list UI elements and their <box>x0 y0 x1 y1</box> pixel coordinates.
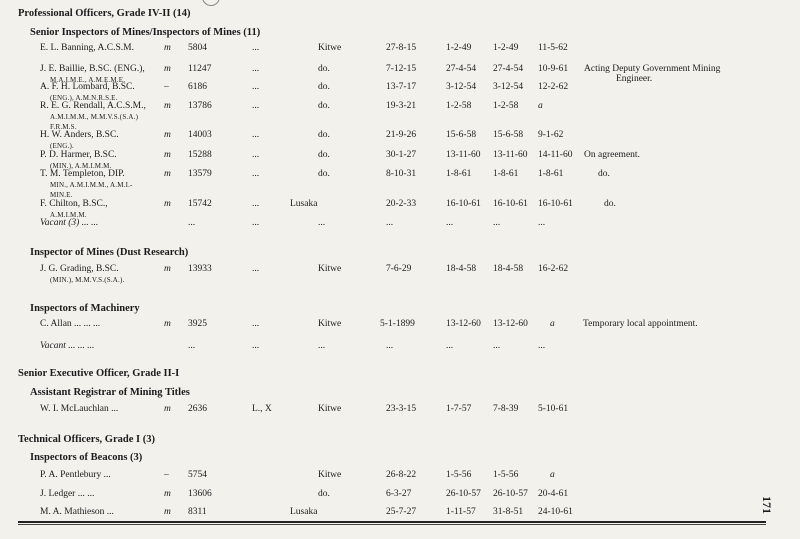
officer-sex: m <box>164 130 171 140</box>
officer-degrees: (ENG.), A.M.N.R.S.E. <box>50 94 118 102</box>
heading-assistant-registrar: Assistant Registrar of Mining Titles <box>30 387 190 398</box>
date-increment: a <box>550 470 555 480</box>
officer-station: do. <box>318 169 330 179</box>
officer-name: P. D. Harmer, B.SC. <box>40 150 117 160</box>
officer-name: M. A. Mathieson ... <box>40 507 114 517</box>
table-row <box>0 404 800 418</box>
date-appointment: 1-7-57 <box>446 404 472 414</box>
punch-hole-mark <box>202 0 220 6</box>
officer-sex: m <box>164 404 171 414</box>
officer-name: R. E. G. Rendall, A.C.S.M., <box>40 101 146 111</box>
date-of-birth: 27-8-15 <box>386 43 417 53</box>
officer-name: J. G. Grading, B.SC. <box>40 264 119 274</box>
date-increment: 16-2-62 <box>538 264 569 274</box>
date-increment: 1-8-61 <box>538 169 564 179</box>
officer-sex: m <box>164 264 171 274</box>
date-increment: 24-10-61 <box>538 507 573 517</box>
date-grade: 3-12-54 <box>493 82 524 92</box>
officer-sex: m <box>164 319 171 329</box>
officer-number: 5754 <box>188 470 207 480</box>
officer-degrees-continued: MIN.E. <box>50 191 73 199</box>
table-row <box>0 150 800 170</box>
remarks: On agreement. <box>584 150 640 160</box>
officer-station: Kitwe <box>318 470 342 480</box>
officer-number: 8311 <box>188 507 207 517</box>
officer-sex: – <box>164 470 169 480</box>
remarks-continued: Engineer. <box>616 74 653 84</box>
table-row <box>0 199 800 219</box>
table-row <box>0 264 800 284</box>
date-grade: 27-4-54 <box>493 64 524 74</box>
date-grade: 13-12-60 <box>493 319 528 329</box>
date-appointment: 13-12-60 <box>446 319 481 329</box>
officer-name: C. Allan ... ... ... <box>40 319 101 329</box>
officer-number: 11247 <box>188 64 212 74</box>
remarks: do. <box>604 199 616 209</box>
date-appointment: ... <box>446 341 454 351</box>
remarks: Temporary local appointment. <box>583 319 698 329</box>
date-grade: 16-10-61 <box>493 199 528 209</box>
officer-qualifications: ... <box>252 218 260 228</box>
date-increment: 10-9-61 <box>538 64 569 74</box>
officer-sex: m <box>164 64 171 74</box>
page-number: 171 <box>760 496 774 514</box>
table-row <box>0 169 800 199</box>
officer-station: ... <box>318 218 326 228</box>
officer-degrees: (MIN.), A.M.I.M.M. <box>50 162 112 170</box>
officer-sex: m <box>164 507 171 517</box>
officer-number: 13786 <box>188 101 212 111</box>
officer-qualifications: ... <box>252 150 260 160</box>
officer-degrees-continued: F.R.M.S. <box>50 123 77 131</box>
date-increment: 9-1-62 <box>538 130 564 140</box>
heading-inspectors-beacons: Inspectors of Beacons (3) <box>30 452 143 463</box>
officer-sex: – <box>164 82 169 92</box>
officer-number: 15742 <box>188 199 212 209</box>
date-grade: ... <box>493 341 501 351</box>
table-row <box>0 43 800 57</box>
footer-rule <box>18 521 766 523</box>
date-grade: 1-2-49 <box>493 43 519 53</box>
officer-station: Lusaka <box>290 199 318 209</box>
officer-name: H. W. Anders, B.SC. <box>40 130 119 140</box>
date-appointment: 1-2-58 <box>446 101 472 111</box>
officer-name: E. L. Banning, A.C.S.M. <box>40 43 134 53</box>
date-appointment: 3-12-54 <box>446 82 477 92</box>
date-of-birth: 6-3-27 <box>386 489 412 499</box>
date-of-birth: 5-1-1899 <box>380 319 415 329</box>
officer-number: 14003 <box>188 130 212 140</box>
table-row <box>0 82 800 102</box>
officer-qualifications: ... <box>252 82 260 92</box>
table-row <box>0 218 800 232</box>
officer-number: 6186 <box>188 82 207 92</box>
date-appointment: 27-4-54 <box>446 64 477 74</box>
date-of-birth: 23-3-15 <box>386 404 417 414</box>
officer-name: J. Ledger ... ... <box>40 489 95 499</box>
officer-station: ... <box>318 341 326 351</box>
date-of-birth: 20-2-33 <box>386 199 417 209</box>
officer-name: J. E. Baillie, B.SC. (ENG.), <box>40 64 145 74</box>
footer-rule-thin <box>18 524 766 525</box>
officer-name: W. I. McLauchlan ... <box>40 404 119 414</box>
date-of-birth: 25-7-27 <box>386 507 417 517</box>
date-of-birth: 7-6-29 <box>386 264 412 274</box>
officer-station: Kitwe <box>318 319 342 329</box>
date-increment: 11-5-62 <box>538 43 568 53</box>
officer-sex: m <box>164 150 171 160</box>
officer-degrees: A.M.I.M.M., M.M.V.S.(S.A.) <box>50 113 139 121</box>
officer-sex: m <box>164 169 171 179</box>
officer-number: 5804 <box>188 43 207 53</box>
officer-number: 15288 <box>188 150 212 160</box>
officer-number: ... <box>188 218 196 228</box>
officer-sex: m <box>164 199 171 209</box>
heading-professional-officers: Professional Officers, Grade IV-II (14) <box>18 8 191 19</box>
heading-inspectors-machinery: Inspectors of Machinery <box>30 303 140 314</box>
date-grade: 26-10-57 <box>493 489 528 499</box>
officer-qualifications: ... <box>252 199 260 209</box>
officer-station: do. <box>318 130 330 140</box>
date-appointment: 1-2-49 <box>446 43 472 53</box>
table-row <box>0 319 800 333</box>
date-appointment: 15-6-58 <box>446 130 477 140</box>
officer-station: do. <box>318 101 330 111</box>
date-grade: 1-2-58 <box>493 101 519 111</box>
officer-name: F. Chilton, B.SC., <box>40 199 108 209</box>
table-row <box>0 130 800 150</box>
officer-qualifications: ... <box>252 319 260 329</box>
officer-station: Kitwe <box>318 404 342 414</box>
date-increment: ... <box>538 218 546 228</box>
officer-station: do. <box>318 64 330 74</box>
table-row <box>0 101 800 131</box>
officer-qualifications: ... <box>252 64 260 74</box>
officer-number: 2636 <box>188 404 207 414</box>
date-increment: 16-10-61 <box>538 199 573 209</box>
officer-qualifications: ... <box>252 169 260 179</box>
table-row <box>0 507 800 521</box>
date-appointment: 1-8-61 <box>446 169 472 179</box>
date-appointment: 18-4-58 <box>446 264 477 274</box>
date-increment: 20-4-61 <box>538 489 569 499</box>
heading-senior-inspectors: Senior Inspectors of Mines/Inspectors of Mines (11) <box>30 27 261 38</box>
date-appointment: 13-11-60 <box>446 150 481 160</box>
date-grade: 1-5-56 <box>493 470 519 480</box>
officer-name: Vacant (3) ... ... <box>40 218 99 228</box>
date-grade: 31-8-51 <box>493 507 524 517</box>
remarks: Acting Deputy Government Mining <box>584 64 721 74</box>
date-appointment: 26-10-57 <box>446 489 481 499</box>
officer-number: 13606 <box>188 489 212 499</box>
date-of-birth: 21-9-26 <box>386 130 417 140</box>
officer-qualifications: ... <box>252 101 260 111</box>
date-grade: 13-11-60 <box>493 150 528 160</box>
date-appointment: 1-11-57 <box>446 507 476 517</box>
date-of-birth: 8-10-31 <box>386 169 417 179</box>
heading-technical-officers: Technical Officers, Grade I (3) <box>18 434 155 445</box>
date-of-birth: 30-1-27 <box>386 150 417 160</box>
officer-number: 13933 <box>188 264 212 274</box>
table-row <box>0 489 800 503</box>
date-increment: a <box>550 319 555 329</box>
officer-station: Lusaka <box>290 507 318 517</box>
date-of-birth: 19-3-21 <box>386 101 417 111</box>
date-appointment: 16-10-61 <box>446 199 481 209</box>
officer-station: do. <box>318 489 330 499</box>
date-grade: 1-8-61 <box>493 169 519 179</box>
officer-sex: m <box>164 43 171 53</box>
date-increment: ... <box>538 341 546 351</box>
officer-qualifications: ... <box>252 341 260 351</box>
officer-number: 3925 <box>188 319 207 329</box>
date-grade: 15-6-58 <box>493 130 524 140</box>
date-increment: 14-11-60 <box>538 150 573 160</box>
table-row <box>0 341 800 355</box>
officer-degrees: A.M.I.M.M. <box>50 211 87 219</box>
date-increment: 12-2-62 <box>538 82 569 92</box>
officer-station: Kitwe <box>318 43 342 53</box>
officer-qualifications: ... <box>252 264 260 274</box>
date-of-birth: ... <box>386 218 394 228</box>
officer-qualifications: ... <box>252 130 260 140</box>
officer-station: do. <box>318 82 330 92</box>
heading-dust-research: Inspector of Mines (Dust Research) <box>30 247 189 258</box>
officer-number: 13579 <box>188 169 212 179</box>
officer-degrees: MIN., A.M.I.M.M., A.M.I.- <box>50 181 133 189</box>
officer-name: A. F. H. Lombard, B.SC. <box>40 82 135 92</box>
date-appointment: 1-5-56 <box>446 470 472 480</box>
date-of-birth: 26-8-22 <box>386 470 417 480</box>
officer-sex: m <box>164 101 171 111</box>
heading-senior-executive: Senior Executive Officer, Grade II-I <box>18 368 180 379</box>
officer-station: do. <box>318 150 330 160</box>
officer-sex: m <box>164 489 171 499</box>
officer-degrees: M.A.I.M.E., A.M.E.M.E. <box>50 76 126 84</box>
date-of-birth: 13-7-17 <box>386 82 417 92</box>
date-increment: 5-10-61 <box>538 404 569 414</box>
officer-degrees: (ENG.). <box>50 142 74 150</box>
officer-qualifications: ... <box>252 43 260 53</box>
date-of-birth: 7-12-15 <box>386 64 417 74</box>
officer-name: P. A. Pentlebury ... <box>40 470 111 480</box>
date-grade: ... <box>493 218 501 228</box>
officer-station: Kitwe <box>318 264 342 274</box>
officer-name: T. M. Templeton, DIP. <box>40 169 125 179</box>
table-row <box>0 470 800 484</box>
officer-qualifications: L., X <box>252 404 272 414</box>
date-grade: 18-4-58 <box>493 264 524 274</box>
date-increment: a <box>538 101 543 111</box>
date-appointment: ... <box>446 218 454 228</box>
officer-name: Vacant ... ... ... <box>40 341 95 351</box>
date-grade: 7-8-39 <box>493 404 519 414</box>
officer-degrees: (MIN.), M.M.V.S.(S.A.). <box>50 276 125 284</box>
table-row <box>0 64 800 84</box>
date-of-birth: ... <box>386 341 394 351</box>
remarks: do. <box>598 169 610 179</box>
officer-number: ... <box>188 341 196 351</box>
